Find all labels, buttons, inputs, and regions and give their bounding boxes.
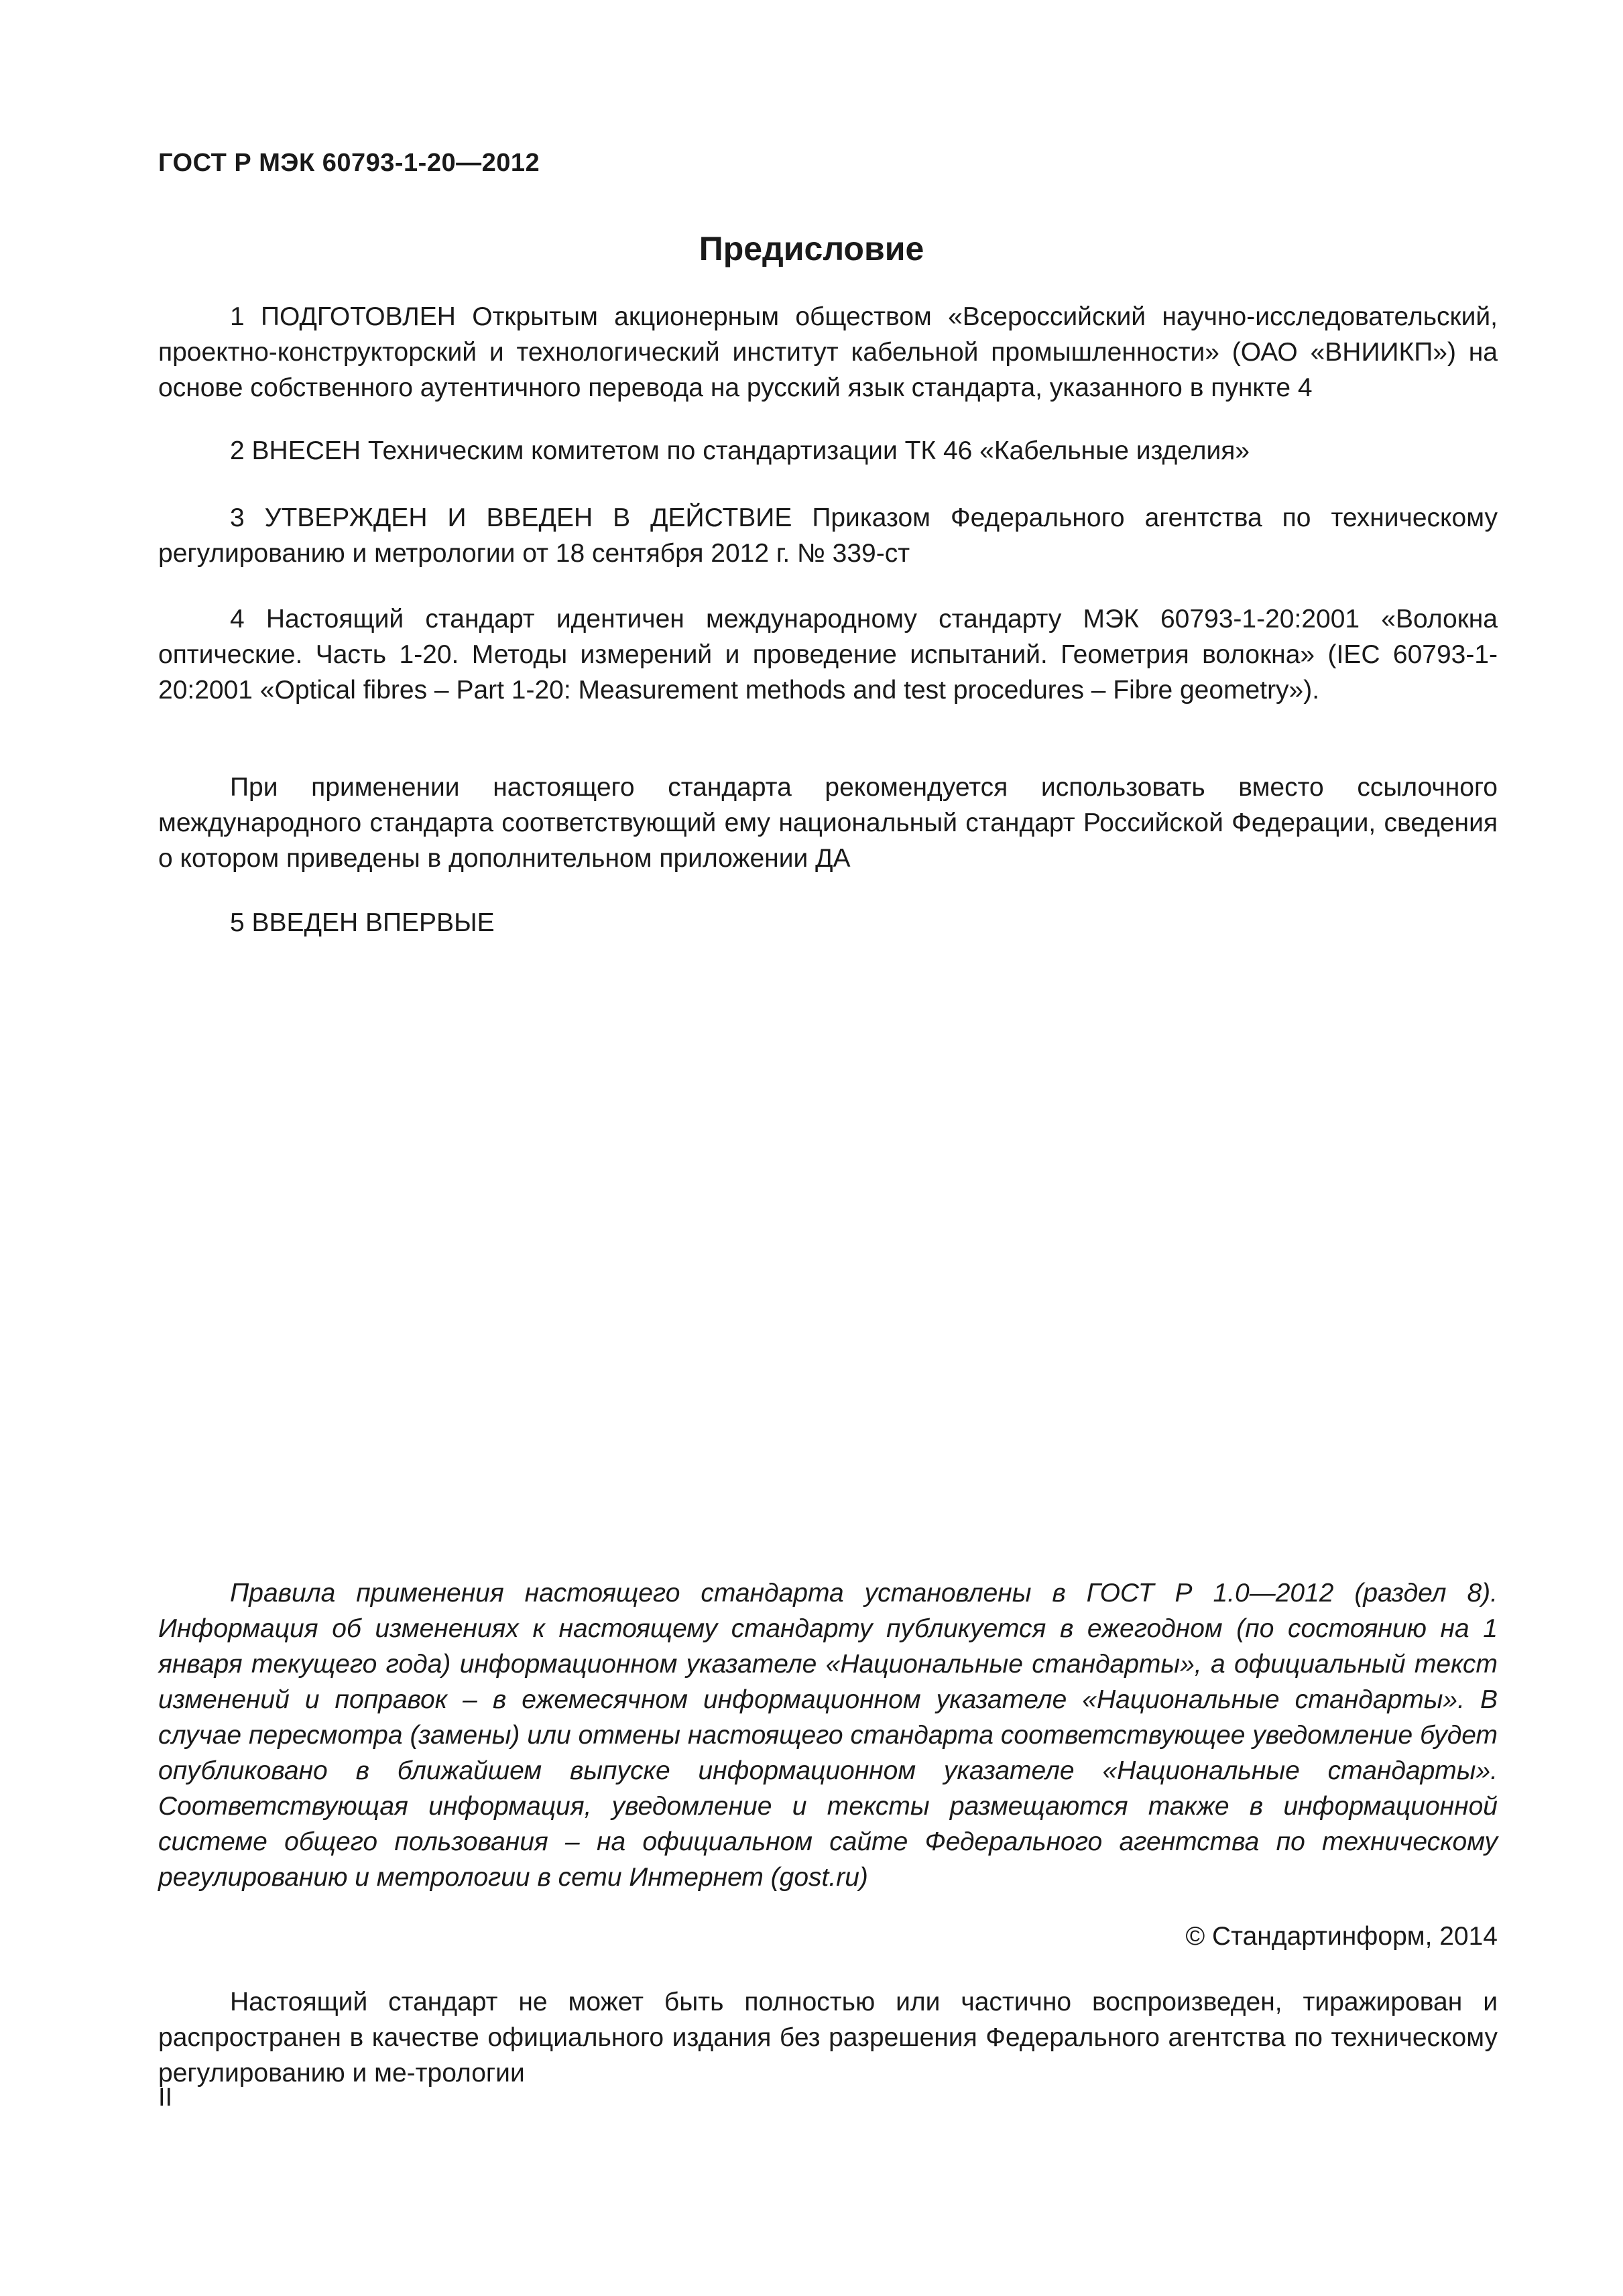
foreword-item-4	[158, 601, 1498, 708]
document-designation: ГОСТ Р МЭК 60793-1-20—2012	[158, 149, 540, 177]
paragraph-text: 5 ВВЕДЕН ВПЕРВЫЕ	[230, 908, 495, 937]
foreword-item-3	[158, 500, 1498, 571]
foreword-item-4-note	[158, 770, 1498, 876]
page-title: Предисловие	[699, 230, 924, 267]
foreword-item-5	[158, 905, 1498, 941]
paragraph-text: 4 Настоящий стандарт идентичен международному стандарту МЭК 60793-1-20:2001 «Волокна оптические. Часть 1-20. Методы измерений и проведение испытаний. Геометрия волокна» (IEC 60793-1-20:2001 «Optical fibres – Part 1-20: Measurement methods and test procedures – Fibre geometry»).	[158, 605, 1498, 705]
application-rules-notice	[158, 1575, 1498, 1895]
notice-text: Правила применения настоящего стандарта установлены в ГОСТ Р 1.0—2012 (раздел 8). Информация об изменениях к настоящему стандарту публикуется в ежегодном (по состоянию на 1 января текущего года) информационном указателе «Национальные стандарты», а официальный текст изменений и поправок – в ежемесячном информационном указателе «Национальные стандарты». В случае пересмотра (замены) или отмены настоящего стандарта соответствующее уведомление будет опубликовано в ближайшем выпуске информационном указателе «Национальные стандарты». Соответствующая информация, уведомление и тексты размещаются также в информационной системе общего пользования – на официальном сайте Федерального агентства по техническому регулированию и метрологии в сети Интернет (gost.ru)	[158, 1579, 1498, 1892]
reproduction-notice	[158, 1984, 1498, 2091]
foreword-item-2	[158, 433, 1498, 469]
reproduction-text: Настоящий стандарт не может быть полностью или частично воспроизведен, тиражирован и распространен в качестве официального издания без разрешения Федерального агентства по техническому регулированию и ме-трологии	[158, 1988, 1498, 2088]
paragraph-text: 3 УТВЕРЖДЕН И ВВЕДЕН В ДЕЙСТВИЕ Приказом Федерального агентства по техническому регулированию и метрологии от 18 сентября 2012 г. № 339-ст	[158, 503, 1498, 568]
paragraph-text: 2 ВНЕСЕН Техническим комитетом по стандартизации ТК 46 «Кабельные изделия»	[230, 436, 1250, 465]
paragraph-text: 1 ПОДГОТОВЛЕН Открытым акционерным обществом «Всероссийский научно-исследовательский, проектно-конструкторский и технологический институт кабельной промышленности» (ОАО «ВНИИКП») на основе собственного аутентичного перевода на русский язык стандарта, указанного в пункте 4	[158, 302, 1498, 402]
page-number: II	[158, 2083, 173, 2112]
foreword-item-1	[158, 299, 1498, 406]
copyright-line: © Стандартинформ, 2014	[1185, 1922, 1498, 1951]
paragraph-text: При применении настоящего стандарта рекомендуется использовать вместо ссылочного международного стандарта соответствующий ему национальный стандарт Российской Федерации, сведения о котором приведены в дополнительном приложении ДА	[158, 773, 1498, 873]
